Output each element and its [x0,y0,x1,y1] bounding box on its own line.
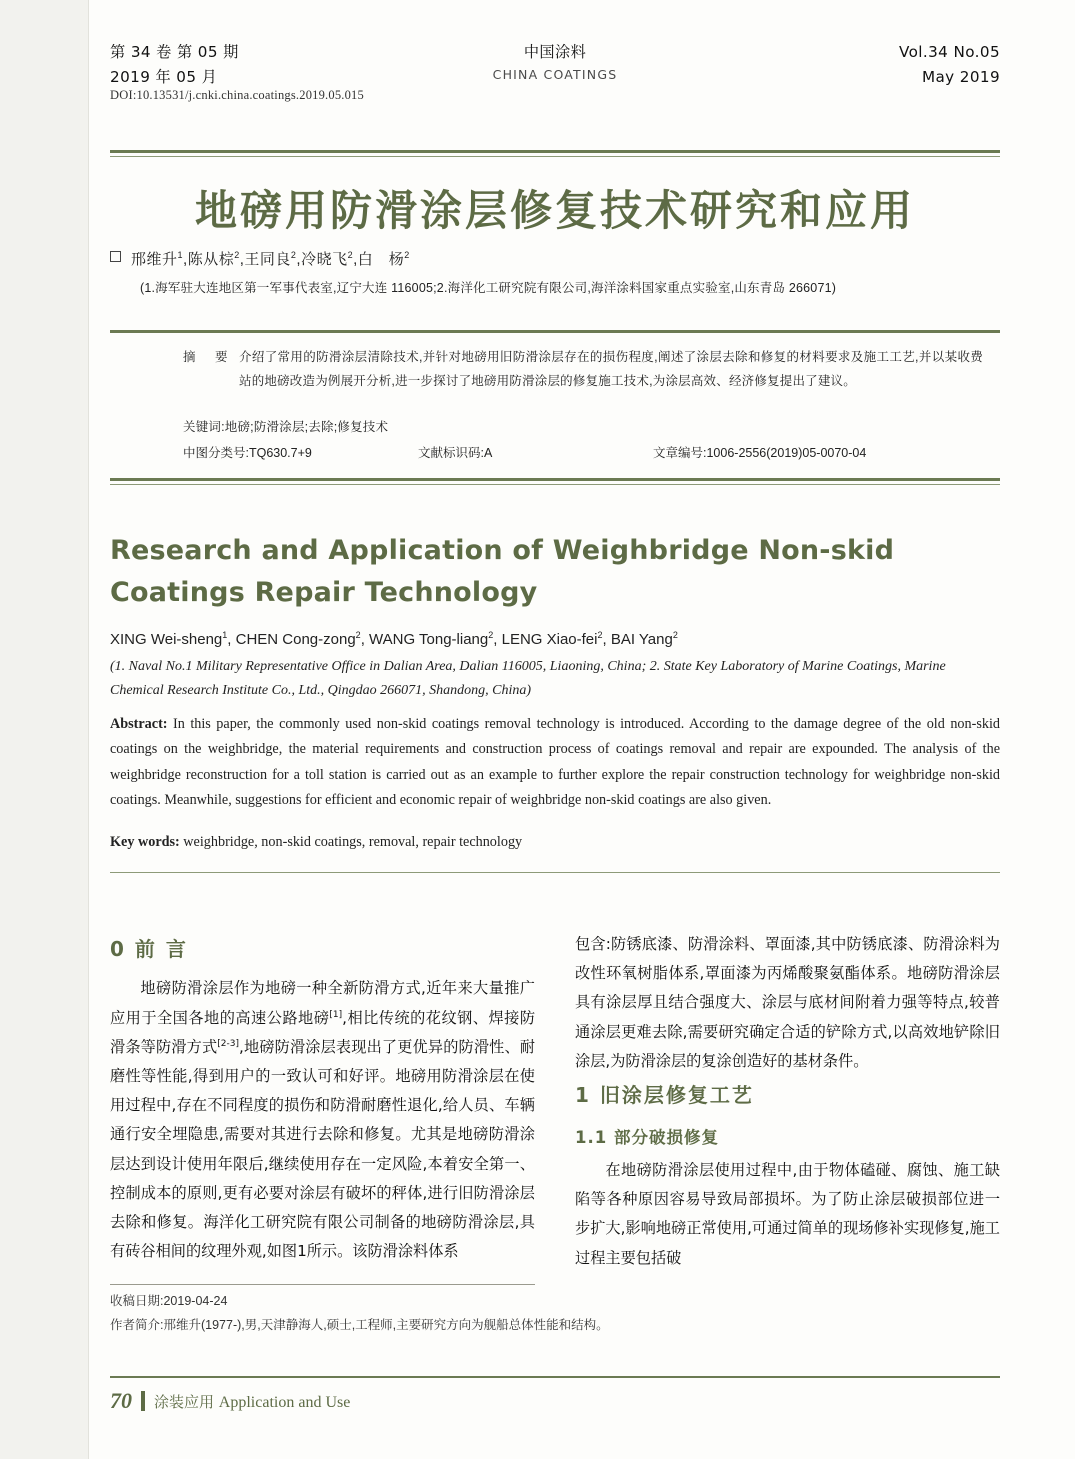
header-date-cn: 2019 年 05 月 [110,68,218,87]
section-1-1-paragraph: 在地磅防滑涂层使用过程中,由于物体磕碰、腐蚀、施工缺陷等各种原因容易导致局部损坏。为了防止涂层破损部位进一步扩大,影响地磅正常使用,可通过简单的现场修补实现修复,施工过程主要包括破 [575,1161,1000,1267]
body-column-right [575,930,1000,1273]
page-footer-divider [141,1391,145,1411]
header-date-en: May 2019 [921,68,1001,87]
header-volume-cn: 第 34 卷 第 05 期 [110,43,239,61]
journal-name-en: CHINA COATINGS [492,67,618,83]
keywords-cn: 关键词:地磅;防滑涂层;去除;修复技术 [183,420,389,434]
footnote-rule [110,1284,535,1285]
header-volume-en-block [703,40,1000,90]
keywords-en [110,834,1000,851]
page-title-cn: 地磅用防滑涂层修复技术研究和应用 [194,186,915,235]
abstract-en-label: Abstract: [110,716,168,732]
keywords-en-label: Key words: [110,834,180,850]
page-content [88,0,1075,1459]
doi-text: DOI:10.13531/j.cnki.china.coatings.2019.05.015 [110,88,364,102]
abstract-rule-top [110,330,1000,333]
journal-name-cn: 中国涂料 [523,43,587,61]
footnotes [110,1290,870,1338]
body-column-left [110,930,535,1273]
title-rule-top [110,150,1000,153]
classification-row [183,443,983,461]
bullet-square-icon [110,251,121,262]
section-heading-intro: 0 前 言 [110,937,188,961]
intro-paragraph: 地磅防滑涂层作为地磅一种全新防滑方式,近年来大量推广应用于全国各地的高速公路地磅[1],相比传统的花纹钢、焊接防滑条等防滑方式[2-3],地磅防滑涂层表现出了更优异的防滑性、耐磨性等性能,得到用户的一致认可和好评。地磅用防滑涂层在使用过程中,存在不同程度的损伤和防滑耐磨性退化,给人员、车辆通行安全埋隐患,需要对其进行去除和修复。尤其是地磅防滑涂层达到设计使用年限后,继续使用存在一定风险,本着安全第一、控制成本的原则,更有必要对涂层有破坏的秤体,进行旧防滑涂层去除和修复。海洋化工研究院有限公司制备的地磅防滑涂层,具有砖谷相间的纹理外观,如图1所示。该防滑涂料体系 [110,979,536,1261]
section-heading-1-1: 1.1 部分破损修复 [575,1128,719,1148]
section-label-en: Application and Use [218,1393,351,1411]
affiliation-en: (1. Naval No.1 Military Representative Office in Dalian Area, Dalian 116005, Liaoning, China; 2. State Key Laboratory of Marine Coatings, Marine Chemical Research Institute Co., Ltd., Qingdao 266071, Shandong, China) [110,659,946,698]
abstract-cn-text: 介绍了常用的防滑涂层清除技术,并针对地磅用旧防滑涂层存在的损伤程度,阐述了涂层去除和修复的材料要求及施工工艺,并以某收费站的地磅改造为例展开分析,进一步探讨了地磅用防滑涂层的修复施工技术,为涂层高效、经济修复提出了建议。 [239,350,983,389]
abstract-en-text: In this paper, the commonly used non-skid coatings removal technology is introduced. According to the damage degree of the old non-skid coatings on the weighbridge, the material requirements and construction process of coatings removal and repair are expounded. The analysis of the weighbridge reconstruction for a toll station is carried out as an example to further explore the repair construction technology for weighbridge non-skid coatings. Meanwhile, suggestions for efficient and economic repair of weighbridge non-skid coatings are also given. [110,716,1000,808]
abstract-en [110,712,1000,813]
authors-en: XING Wei-sheng$^1$, CHEN Cong-zong$^2$, WANG Tong-liang$^2$, LENG Xiao-fei$^2$, BAI Yang$^2$ [110,630,678,648]
body-rule-top [110,872,1000,873]
section-label-cn: 涂装应用 [154,1392,215,1411]
article-id: 文章编号:1006-2556(2019)05-0070-04 [653,446,867,460]
header-journal-name [407,40,704,86]
authors-cn [110,248,1000,269]
section-heading-1: 1 旧涂层修复工艺 [575,1082,754,1107]
page-footer [110,1388,350,1414]
received-date: 收稿日期:2019-04-24 [110,1294,228,1308]
author-bio: 作者简介:邢维升(1977-),男,天津静海人,硕士,工程师,主要研究方向为舰船总体性能和结构。 [110,1317,609,1332]
right-paragraph-continued: 包含:防锈底漆、防滑涂料、罩面漆,其中防锈底漆、防滑涂料为改性环氧树脂体系,罩面漆为丙烯酸聚氨酯体系。地磅防滑涂层具有涂层厚且结合强度大、涂层与底材间附着力强等特点,较普通涂层更难去除,需要研究确定合适的铲除方式,以高效地铲除旧涂层,为防滑涂层的复涂创造好的基材条件。 [575,935,1000,1070]
keywords-en-text: weighbridge, non-skid coatings, removal, repair technology [179,834,523,850]
page-margin-strip [0,0,89,1459]
authors-cn-text: 邢维升$^1$,陈从棕$^2$,王同良$^2$,冷晓飞$^2$,白 杨$^2$ [131,250,410,268]
page-title-en: Research and Application of Weighbridge Non-skid Coatings Repair Technology [110,535,895,608]
clc-number: 中图分类号:TQ630.7+9 [183,446,312,460]
abstract-rule-bottom-thin [110,484,1000,485]
document-code: 文献标识码:A [418,446,493,460]
page-number: 70 [110,1388,132,1413]
section-label [154,1391,350,1412]
header-volume-block [110,40,407,90]
page-footer-rule [110,1376,1000,1378]
affiliation-cn: (1.海军驻大连地区第一军事代表室,辽宁大连 116005;2.海洋化工研究院有限公司,海洋涂料国家重点实验室,山东青岛 266071) [140,281,837,295]
body-columns [110,930,1000,1273]
abstract-cn-label: 摘 要 [183,350,236,364]
title-rule-top-thin [110,156,1000,157]
abstract-cn [183,345,983,394]
header-volume-en: Vol.34 No.05 [898,43,1001,61]
journal-header [110,40,1000,90]
abstract-rule-bottom [110,478,1000,481]
